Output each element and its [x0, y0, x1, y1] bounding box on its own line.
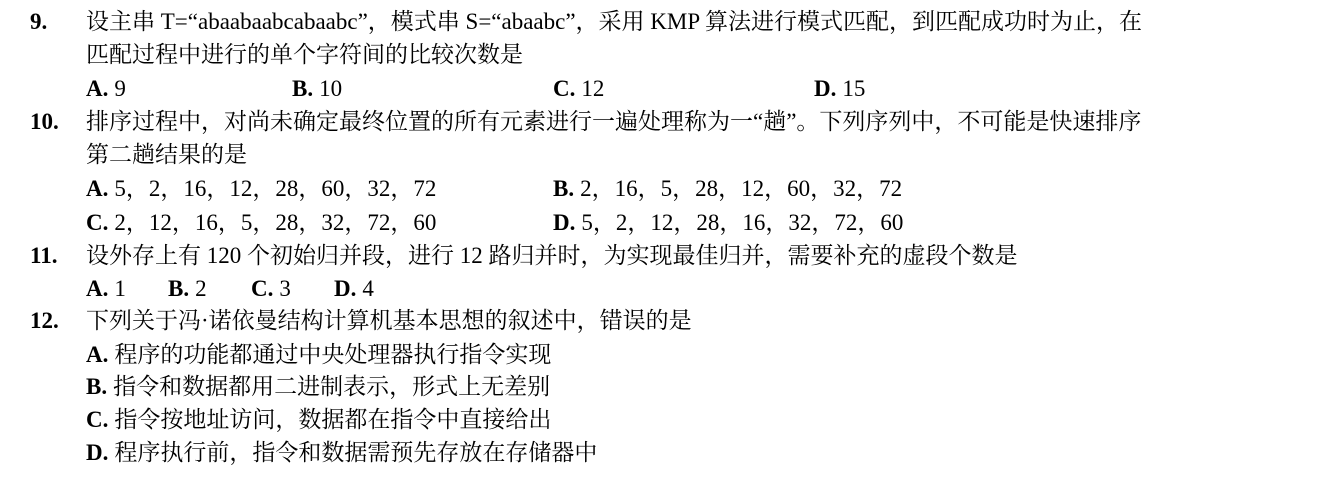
option-d: D. 程序执行前，指令和数据需预先存放在存储器中 — [86, 440, 598, 465]
question-number: 10. — [30, 109, 59, 134]
option-b: B. 2，16，5，28，12，60，32，72 — [553, 176, 903, 201]
option-b: B. 指令和数据都用二进制表示，形式上无差别 — [86, 374, 551, 399]
question-stem-line: 下列关于冯·诺依曼结构计算机基本思想的叙述中，错误的是 — [86, 308, 692, 333]
question-stem-line: 设主串 T=“abaabaabcabaabc”，模式串 S=“abaabc”，采用 KMP 算法进行模式匹配，到匹配成功时为止，在 — [86, 9, 1143, 34]
option-a: A. 程序的功能都通过中央处理器执行指令实现 — [86, 342, 552, 367]
option-a: A. 5，2，16，12，28，60，32，72 — [86, 176, 437, 201]
question-number: 9. — [30, 9, 48, 34]
question-stem-line: 排序过程中，对尚未确定最终位置的所有元素进行一遍处理称为一“趟”。下列序列中，不可能是快速排序 — [86, 109, 1142, 134]
option-d: D. 4 — [334, 276, 374, 301]
option-b: B. 2 — [168, 276, 207, 301]
question-stem-line: 第二趟结果的是 — [86, 142, 247, 167]
option-a: A. 9 — [86, 76, 126, 101]
option-a: A. 1 — [86, 276, 126, 301]
option-b: B. 10 — [292, 76, 343, 101]
question-number: 11. — [30, 243, 58, 268]
option-d: D. 15 — [814, 76, 866, 101]
question-stem-line: 设外存上有 120 个初始归并段，进行 12 路归并时，为实现最佳归并，需要补充的虚段个数是 — [86, 243, 1018, 268]
question-stem-line: 匹配过程中进行的单个字符间的比较次数是 — [86, 42, 523, 67]
option-c: C. 指令按地址访问，数据都在指令中直接给出 — [86, 407, 552, 432]
option-d: D. 5，2，12，28，16，32，72，60 — [553, 210, 904, 235]
option-c: C. 12 — [553, 76, 605, 101]
option-c: C. 3 — [251, 276, 291, 301]
question-number: 12. — [30, 308, 59, 333]
option-c: C. 2，12，16，5，28，32，72，60 — [86, 210, 437, 235]
